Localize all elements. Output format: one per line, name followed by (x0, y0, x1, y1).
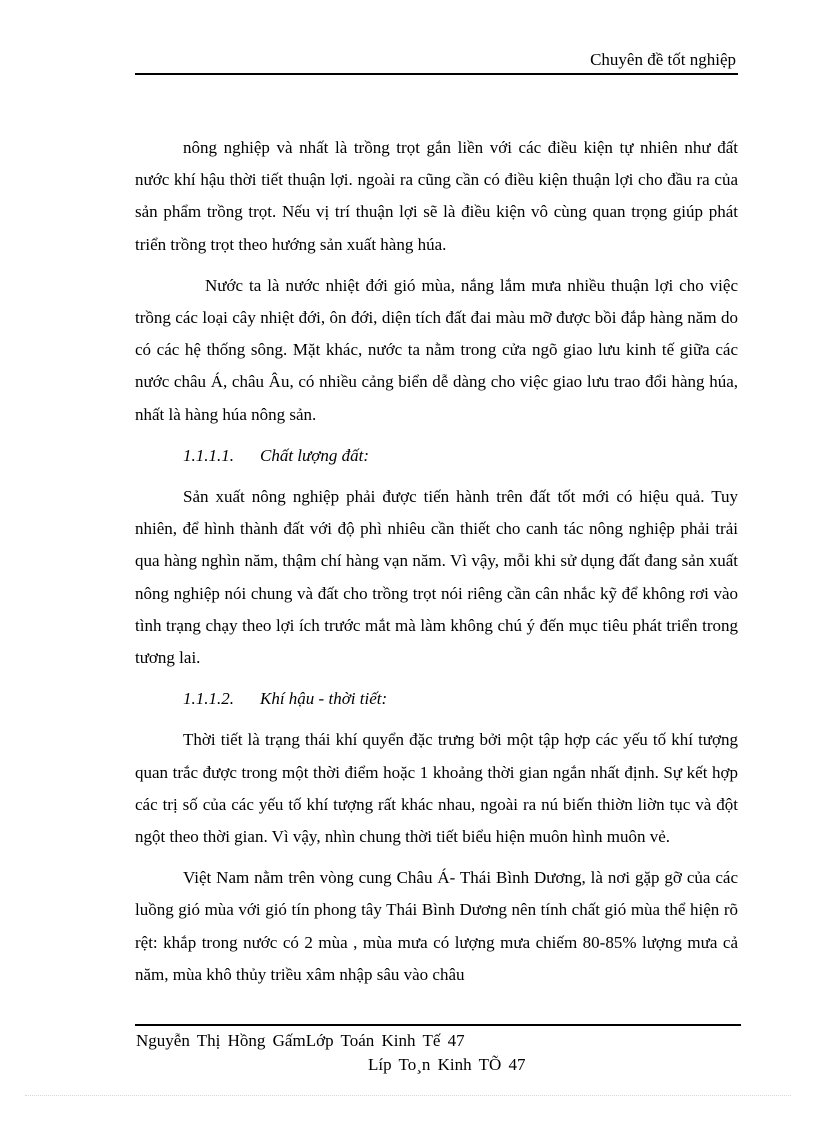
document-body (135, 132, 738, 1000)
paragraph-4: Thời tiết là trạng thái khí quyển đặc trưng bởi một tập hợp các yếu tố khí tượng quan trắc được trong một thời điểm hoặc 1 khoảng thời gian ngắn nhất định. Sự kết hợp các trị số của các yếu tố khí tượng rất khác nhau, ngoài ra nú biến thiờn liờn tục và đột ngột theo thời gian. Vì vậy, nhìn chung thời tiết biểu hiện muôn hình muôn vẻ. (135, 730, 738, 847)
paragraph-1: nông nghiệp và nhất là trồng trọt gắn liền với các điều kiện tự nhiên như đất nước khí hậu thời tiết thuận lợi. ngoài ra cũng cần có điều kiện thuận lợi cho đầu ra của sản phẩm trồng trọt. Nếu vị trí thuận lợi sẽ là điều kiện vô cùng quan trọng giúp phát triển trồng trọt theo hướng sản xuất hàng húa. (135, 138, 738, 254)
section-heading-2 (135, 683, 738, 715)
page-header-title: Chuyên đề tốt nghiệp (590, 50, 736, 69)
section-title: Chất lượng đất: (260, 445, 370, 465)
footer-class: Líp To¸n Kinh TÕ 47 (368, 1055, 526, 1074)
paragraph-2: Nước ta là nước nhiệt đới gió mùa, nắng lắm mưa nhiều thuận lợi cho việc trồng các loại cây nhiệt đới, ôn đới, diện tích đất đai màu mỡ được bồi đắp hàng năm do có các hệ thống sông. Mặt khác, nước ta nằm trong cửa ngõ giao lưu kinh tế giữa các nước châu Á, châu Âu, có nhiều cảng biển dễ dàng cho việc giao lưu trao đổi hàng húa, nhất là hàng húa nông sản. (135, 275, 738, 424)
section-number: 1.1.1.1. (183, 445, 234, 465)
header-divider (135, 73, 738, 75)
paragraph-5: Việt Nam nằm trên vòng cung Châu Á- Thái Bình Dương, là nơi gặp gỡ của các luồng gió mùa với gió tín phong tây Thái Bình Dương nên tính chất gió mùa thể hiện rõ rệt: khắp trong nước có 2 mùa , mùa mưa có lượng mưa chiếm 80-85% lượng mưa cả năm, mùa khô thủy triều xâm nhập sâu vào châu (135, 868, 738, 984)
section-heading-1 (135, 440, 738, 472)
section-title: Khí hậu - thời tiết: (260, 689, 388, 709)
footer-divider (135, 1024, 741, 1026)
page-bottom-border (25, 1095, 791, 1096)
paragraph-3: Sản xuất nông nghiệp phải được tiến hành trên đất tốt mới có hiệu quả. Tuy nhiên, để hình thành đất với độ phì nhiêu cần thiết cho canh tác nông nghiệp phải trải qua hàng nghìn năm, thậm chí hàng vạn năm. Vì vậy, mỗi khi sử dụng đất đang sản xuất nông nghiệp nói chung và đất cho trồng trọt nói riêng cần cân nhắc kỹ để không rơi vào tình trạng chạy theo lợi ích trước mắt mà làm không chú ý đến mục tiêu phát triển trong tương lai. (135, 487, 738, 668)
footer-author: Nguyễn Thị Hồng GấmLớp Toán Kinh Tế 47 (136, 1031, 465, 1050)
section-number: 1.1.1.2. (183, 689, 234, 709)
